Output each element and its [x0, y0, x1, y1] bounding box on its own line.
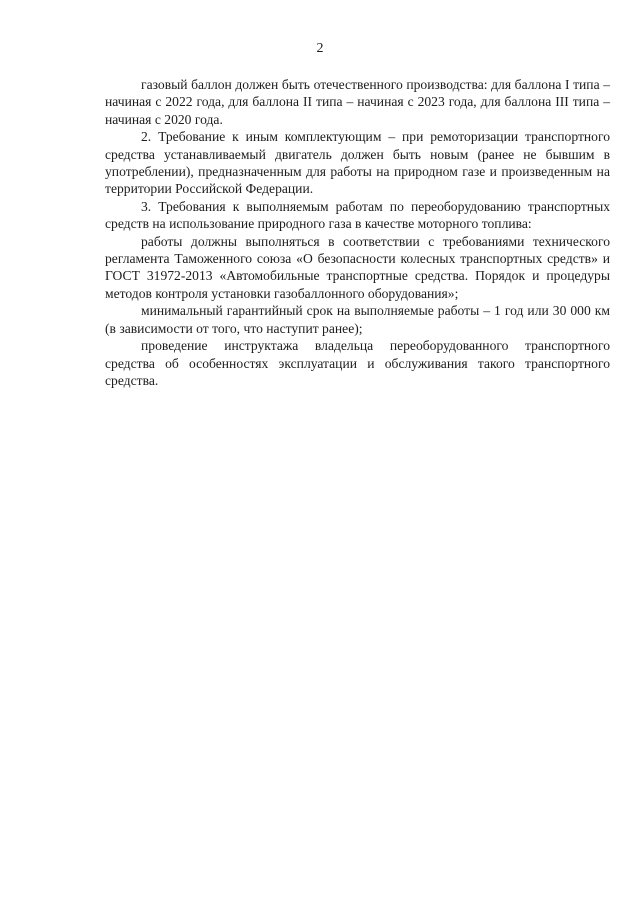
document-body — [105, 76, 610, 389]
page-number: 2 — [316, 41, 324, 56]
paragraph-component-requirements: 2. Требование к иным комплектующим – при ремоторизации транспортного средства устанавливаемый двигатель должен быть новым (ранее не бывшим в употреблении), предназначенным для работы на природном газе и произведенным на территории Российской Федерации. — [105, 129, 610, 197]
paragraph-work-requirements: 3. Требования к выполняемым работам по переоборудованию транспортных средств на использование природного газа в качестве моторного топлива: — [105, 198, 610, 232]
paragraph-warranty: минимальный гарантийный срок на выполняемые работы – 1 год или 30 000 км (в зависимости от того, что наступит ранее); — [105, 303, 610, 336]
paragraph-gas-cylinder-origin: газовый баллон должен быть отечественного производства: для баллона I типа – начиная с 2022 года, для баллона II типа – начиная с 2023 года, для баллона III типа – начиная с 2020 года. — [105, 77, 610, 127]
paragraph-owner-briefing: проведение инструктажа владельца переоборудованного транспортного средства об особенностях эксплуатации и обслуживания такого транспортного средства. — [105, 338, 610, 388]
paragraph-technical-regulation: работы должны выполняться в соответствии с требованиями технического регламента Таможенного союза «О безопасности колесных транспортных средств» и ГОСТ 31972-2013 «Автомобильные транспортные средства. Порядок и процедуры методов контроля установки газобаллонного оборудования»; — [105, 233, 610, 301]
